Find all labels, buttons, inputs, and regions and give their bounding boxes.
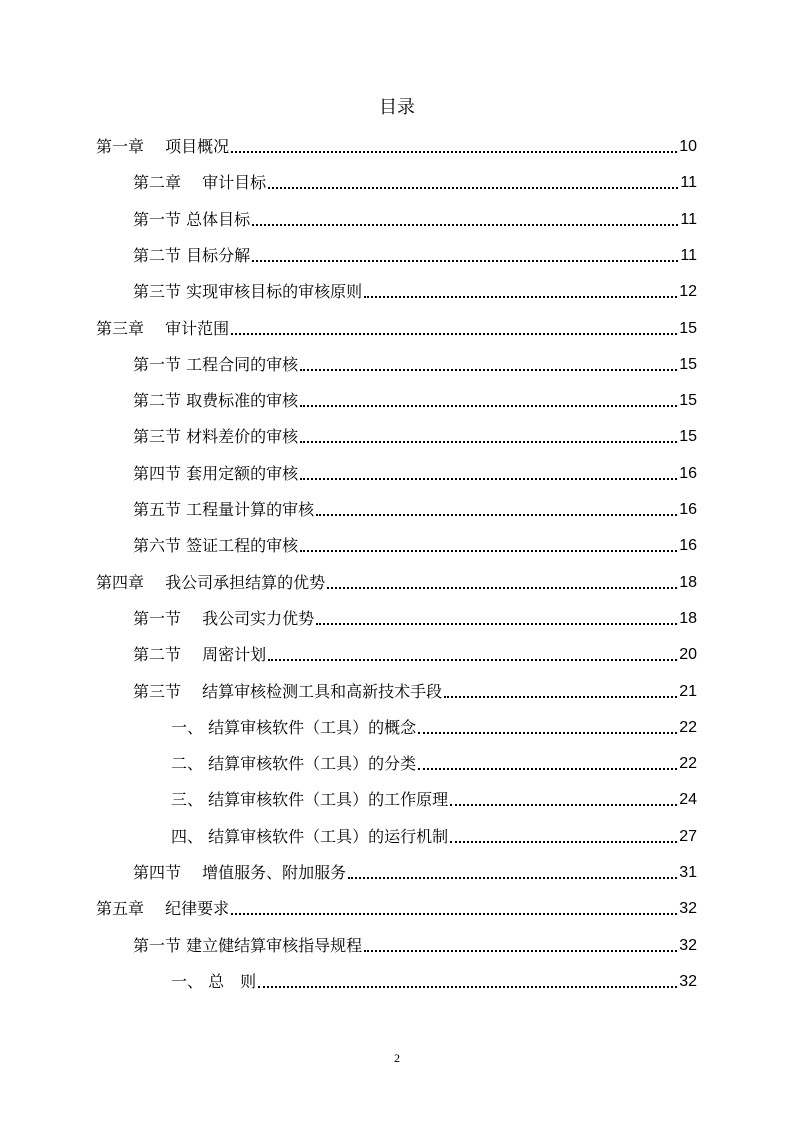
toc-entry-page: 15 <box>679 319 697 337</box>
toc-entry[interactable] <box>133 350 697 376</box>
toc-entry-page: 16 <box>679 464 697 482</box>
toc-entry[interactable] <box>133 459 697 485</box>
toc-entry[interactable] <box>133 640 697 666</box>
toc-entry-page: 18 <box>679 573 697 591</box>
toc-entry[interactable] <box>133 931 697 957</box>
toc-entry-page: 15 <box>679 428 697 446</box>
toc-entry-label: 第一节 建立健结算审核指导规程 <box>133 935 363 955</box>
toc-entry-label: 第二节 周密计划 <box>133 645 267 665</box>
toc-entry[interactable] <box>133 531 697 557</box>
toc-entry[interactable] <box>171 749 697 775</box>
toc-entry-page: 32 <box>679 900 697 918</box>
toc-entry-label: 第五章 纪律要求 <box>96 899 230 919</box>
toc-entry[interactable] <box>133 858 697 884</box>
toc-entry[interactable] <box>171 967 697 993</box>
toc-entry[interactable] <box>96 894 697 920</box>
toc-entry[interactable] <box>133 277 697 303</box>
toc-entry[interactable] <box>133 422 697 448</box>
page-title: 目录 <box>379 97 415 118</box>
toc-dot-leader <box>268 659 677 661</box>
toc-entry-label: 第四节 套用定额的审核 <box>133 463 299 483</box>
toc-entry[interactable] <box>171 822 697 848</box>
toc-entry-page: 16 <box>679 501 697 518</box>
toc-dot-leader <box>316 514 677 516</box>
toc-entry-page: 27 <box>679 827 697 845</box>
toc-entry-page: 11 <box>680 246 697 264</box>
toc-entry-page: 16 <box>679 537 697 555</box>
toc-entry[interactable] <box>171 713 697 739</box>
toc-entry-label: 第六节 签证工程的审核 <box>133 536 299 556</box>
toc-entry-label: 第一节 总体目标 <box>133 209 251 229</box>
toc-dot-leader <box>418 732 677 734</box>
toc-entry-label: 第三节 材料差价的审核 <box>133 427 299 447</box>
toc-dot-leader <box>450 841 677 843</box>
toc-entry-page: 24 <box>679 791 697 809</box>
toc-entry[interactable] <box>96 132 697 158</box>
toc-entry[interactable] <box>133 205 697 231</box>
toc-entry-label: 四、 结算审核软件（工具）的运行机制 <box>171 826 449 846</box>
toc-dot-leader <box>231 151 677 153</box>
toc-entry-label: 第一节 我公司实力优势 <box>133 608 315 628</box>
toc-entry-label: 第三节 实现审核目标的审核原则 <box>133 282 363 302</box>
toc-entry-page: 32 <box>679 936 697 954</box>
toc-entry[interactable] <box>133 604 697 630</box>
toc-entry-label: 第二节 取费标准的审核 <box>133 391 299 411</box>
toc-entry[interactable] <box>96 314 697 340</box>
toc-dot-leader <box>231 333 677 335</box>
toc-dot-leader <box>300 441 677 443</box>
toc-dot-leader <box>258 986 677 988</box>
toc-entry-page: 15 <box>679 355 697 373</box>
toc-entry[interactable] <box>133 168 697 194</box>
toc-entry[interactable] <box>171 785 697 811</box>
toc-entry[interactable] <box>133 241 697 267</box>
toc-dot-leader <box>364 950 677 952</box>
toc-dot-leader <box>252 224 678 226</box>
toc-entry-page: 22 <box>679 718 697 736</box>
toc-entry-label: 第一节 工程合同的审核 <box>133 354 299 374</box>
toc-entry-label: 第一章 项目概况 <box>96 137 230 156</box>
toc-entry-page: 11 <box>680 210 697 228</box>
toc-entry-page: 31 <box>679 864 697 881</box>
toc-entry-label: 第四章 我公司承担结算的优势 <box>96 572 326 592</box>
toc-dot-leader <box>444 696 677 698</box>
toc-entry-label: 第三节 结算审核检测工具和高新技术手段 <box>133 681 443 701</box>
toc-dot-leader <box>450 804 677 806</box>
toc-entry-label: 第二节 目标分解 <box>133 245 251 265</box>
toc-entry-page: 10 <box>679 138 697 155</box>
toc-dot-leader <box>316 623 677 625</box>
toc-dot-leader <box>364 296 677 298</box>
toc-entry-label: 第四节 增值服务、附加服务 <box>133 863 347 882</box>
toc-entry-label: 二、 结算审核软件（工具）的分类 <box>171 754 417 774</box>
toc-dot-leader <box>231 913 677 915</box>
toc-entry[interactable] <box>96 568 697 594</box>
toc-dot-leader <box>300 369 677 371</box>
toc-entry-label: 一、 结算审核软件（工具）的概念 <box>171 717 417 737</box>
toc-entry-label: 一、 总 则 <box>171 971 257 991</box>
toc-entry-page: 32 <box>679 972 697 990</box>
toc-entry-page: 18 <box>679 609 697 627</box>
toc-dot-leader <box>300 550 677 552</box>
toc-dot-leader <box>327 587 677 589</box>
toc-entry-page: 20 <box>679 646 697 664</box>
toc-entry[interactable] <box>133 386 697 412</box>
toc-entry-label: 第五节 工程量计算的审核 <box>133 500 315 519</box>
toc-entry[interactable] <box>133 495 697 521</box>
toc-entry-page: 21 <box>679 682 697 700</box>
toc-entry-page: 12 <box>679 283 697 301</box>
toc-dot-leader <box>300 478 677 480</box>
toc-dot-leader <box>300 405 677 407</box>
toc-entry-page: 11 <box>680 174 697 192</box>
toc-dot-leader <box>252 260 678 262</box>
toc-entry-page: 22 <box>679 755 697 773</box>
toc-entry[interactable] <box>133 677 697 703</box>
footer-page-number: 2 <box>394 1051 400 1065</box>
toc-dot-leader <box>268 187 678 189</box>
toc-entry-label: 三、 结算审核软件（工具）的工作原理 <box>171 790 449 810</box>
toc-dot-leader <box>418 768 677 770</box>
toc-entry-label: 第二章 审计目标 <box>133 173 267 193</box>
toc-dot-leader <box>348 877 677 879</box>
toc-entry-label: 第三章 审计范围 <box>96 318 230 338</box>
toc-entry-page: 15 <box>679 392 697 410</box>
